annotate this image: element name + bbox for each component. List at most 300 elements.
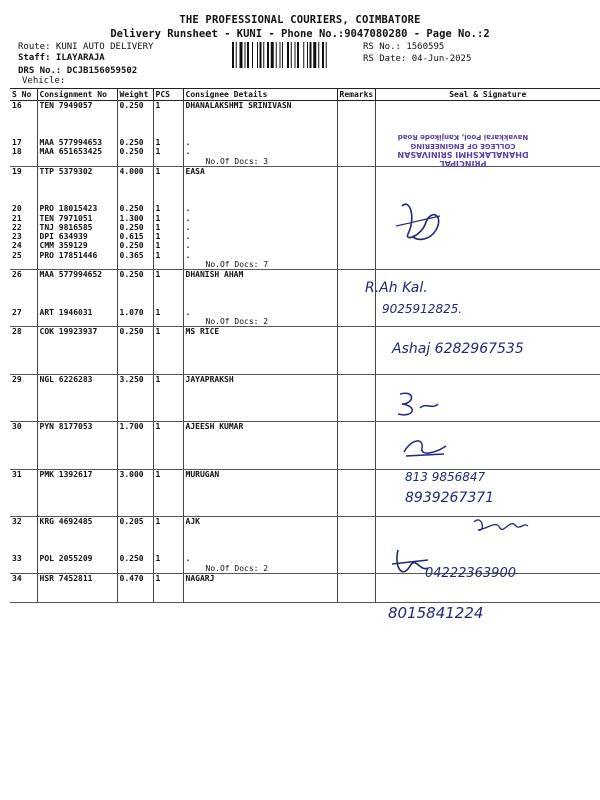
consignee-cell [183, 195, 337, 204]
sno-cell-text [12, 280, 35, 289]
col-sno: S No [10, 89, 37, 101]
consignee-cell-text [186, 364, 335, 373]
consignee-cell-text [186, 459, 335, 468]
remarks-cell [337, 450, 375, 459]
signature-cell [375, 186, 600, 195]
sno-cell [10, 355, 37, 364]
table-row [10, 214, 600, 223]
weight-cell [117, 346, 153, 355]
consignee-cell [183, 573, 337, 583]
barcode-bar [260, 42, 262, 68]
sno-cell [10, 554, 37, 573]
remarks-cell [337, 147, 375, 166]
sno-cell [10, 280, 37, 289]
weight-cell-text [120, 441, 151, 450]
remarks-cell [337, 573, 375, 583]
stamp-line: Navakkarai Pool, Kanjikode Road [397, 133, 529, 141]
consignee-cell [183, 120, 337, 129]
consignment-cell [37, 488, 117, 497]
pcs-cell-text: 1 [155, 422, 161, 432]
weight-cell-text: 4.000 [119, 167, 144, 177]
consignee-cell-text: . [185, 222, 191, 232]
consignee-cell-text [186, 346, 335, 355]
consignment-cell [37, 204, 117, 213]
pcs-cell-text [156, 384, 181, 393]
pcs-cell-text: 1 [155, 250, 161, 260]
signature-cell [375, 270, 600, 280]
sno-cell [10, 176, 37, 185]
weight-cell-text [120, 280, 151, 289]
consignment-cell-text [40, 129, 115, 138]
consignment-cell [37, 384, 117, 393]
consignment-cell-text: HSR 7452811 [39, 573, 93, 583]
weight-cell [117, 536, 153, 545]
weight-cell-text [120, 592, 151, 601]
weight-cell [117, 422, 153, 432]
consignee-cell [183, 592, 337, 602]
weight-cell-text: 0.250 [119, 101, 144, 110]
col-consignee: Consignee Details [183, 89, 337, 101]
remarks-cell [337, 336, 375, 345]
consignment-cell [37, 554, 117, 573]
consignment-cell-text [40, 393, 115, 402]
consignee-cell [183, 280, 337, 289]
consignment-cell [37, 393, 117, 402]
signature-cell [375, 176, 600, 185]
signature-cell [375, 167, 600, 177]
signature-30-phone: 813 9856847 [405, 470, 486, 484]
weight-cell [117, 336, 153, 345]
remarks-cell [337, 195, 375, 204]
pcs-cell [153, 459, 183, 469]
weight-cell [117, 223, 153, 232]
consignment-cell-text [40, 545, 115, 554]
sno-cell [10, 507, 37, 517]
docs-count: No.Of Docs: 2 [205, 316, 269, 326]
signature-scribble-29 [392, 388, 452, 420]
consignment-cell [37, 431, 117, 440]
document-title: THE PROFESSIONAL COURIERS, COIMBATORE [179, 14, 421, 26]
pcs-cell-text [156, 403, 181, 412]
consignment-cell [37, 101, 117, 111]
sno-cell-text [12, 364, 35, 373]
consignment-cell-text: MAA 577994652 [39, 270, 103, 280]
consignee-cell [183, 497, 337, 506]
pcs-cell [153, 308, 183, 327]
weight-cell-text: 1.700 [119, 422, 144, 432]
pcs-cell [153, 536, 183, 545]
pcs-cell-text: 1 [155, 517, 161, 527]
consignment-cell-text: MAA 577994653 [39, 138, 103, 148]
sno-cell [10, 214, 37, 223]
sno-cell-text [12, 536, 35, 545]
sno-cell [10, 147, 37, 166]
consignment-cell [37, 592, 117, 602]
barcode-bar [295, 42, 296, 68]
pcs-cell [153, 241, 183, 250]
consignee-cell-text [186, 526, 335, 535]
pcs-cell [153, 507, 183, 517]
consignee-cell-text: JAYAPRAKSH [185, 374, 234, 384]
pcs-cell [153, 545, 183, 554]
weight-cell-text [120, 431, 151, 440]
consignee-cell [183, 223, 337, 232]
pcs-cell [153, 346, 183, 355]
pcs-cell-text [156, 186, 181, 195]
sno-cell [10, 431, 37, 440]
pcs-cell [153, 441, 183, 450]
weight-cell-text: 0.250 [119, 222, 144, 232]
table-row [10, 412, 600, 422]
docs-count: No.Of Docs: 7 [205, 260, 269, 270]
consignment-cell-text [40, 583, 115, 592]
consignee-cell [183, 384, 337, 393]
barcode-bar [276, 42, 277, 68]
consignee-cell [183, 479, 337, 488]
pcs-cell [153, 129, 183, 138]
weight-cell [117, 583, 153, 592]
weight-cell-text [120, 412, 151, 421]
remarks-cell [337, 583, 375, 592]
weight-cell-text [120, 393, 151, 402]
sno-cell-text [12, 441, 35, 450]
sno-cell [10, 403, 37, 412]
pcs-cell-text [156, 450, 181, 459]
sno-cell-text: 27 [12, 307, 22, 317]
remarks-cell [337, 308, 375, 327]
pcs-cell-text: 1 [155, 138, 161, 148]
consignee-cell-text [186, 507, 335, 516]
remarks-cell [337, 479, 375, 488]
pcs-cell-text [156, 592, 181, 601]
vehicle-text: Vehicle: [22, 76, 66, 86]
barcode-bar [232, 42, 234, 68]
consignment-cell-text: COK 19923937 [39, 327, 98, 337]
remarks-cell [337, 545, 375, 554]
pcs-cell-text [156, 110, 181, 119]
sno-cell [10, 167, 37, 177]
weight-cell [117, 497, 153, 506]
consignee-cell-text [186, 120, 335, 129]
weight-cell-text [120, 110, 151, 119]
consignee-cell [183, 204, 337, 213]
barcode-bar [326, 42, 327, 68]
consignment-cell [37, 186, 117, 195]
consignment-cell-text: TEN 7971051 [39, 213, 93, 223]
sno-cell [10, 517, 37, 527]
weight-cell-text [120, 336, 151, 345]
consignee-cell-text: . [185, 554, 191, 564]
weight-cell [117, 431, 153, 440]
weight-cell-text [120, 129, 151, 138]
consignee-cell [183, 536, 337, 545]
consignee-cell [183, 186, 337, 195]
sno-cell [10, 138, 37, 147]
consignee-cell-text [186, 583, 335, 592]
pcs-cell-text [156, 355, 181, 364]
consignee-cell [183, 526, 337, 535]
consignee-cell [183, 403, 337, 412]
pcs-cell-text [156, 346, 181, 355]
weight-cell [117, 526, 153, 535]
consignee-cell-text: . [185, 213, 191, 223]
consignee-cell-text: DHANISH AHAM [185, 270, 244, 280]
consignee-cell-text [186, 450, 335, 459]
barcode-bar [322, 42, 324, 68]
weight-cell [117, 469, 153, 479]
sno-cell-text: 24 [12, 241, 22, 251]
col-remarks: Remarks [337, 89, 375, 101]
consignment-cell-text [40, 289, 115, 298]
barcode-bar [240, 42, 243, 68]
weight-cell-text [120, 120, 151, 129]
table-row [10, 592, 600, 602]
sno-cell-text: 25 [12, 250, 22, 260]
consignment-cell [37, 459, 117, 469]
consignee-cell [183, 412, 337, 422]
weight-cell-text [120, 545, 151, 554]
col-consignment: Consignment No [37, 89, 117, 101]
consignee-cell [183, 327, 337, 337]
sno-cell-text [12, 110, 35, 119]
consignment-cell-text [40, 346, 115, 355]
consignee-cell [183, 554, 337, 573]
barcode-bar [318, 42, 319, 68]
sno-cell [10, 251, 37, 270]
weight-cell-text: 0.250 [119, 554, 144, 564]
weight-cell [117, 308, 153, 327]
stamp-line: DHANALAKSHMI SRINIVASAN [397, 150, 529, 159]
sno-cell-text [12, 488, 35, 497]
consignee-cell [183, 176, 337, 185]
stamp-line: COLLEGE OF ENGINEERING [410, 142, 516, 150]
table-row [10, 223, 600, 232]
consignment-cell [37, 346, 117, 355]
sno-cell-text: 18 [12, 147, 22, 157]
barcode-bar [280, 42, 281, 68]
consignee-cell-text [186, 129, 335, 138]
pcs-cell-text: 1 [155, 307, 161, 317]
consignment-cell-text [40, 403, 115, 412]
consignment-cell-text [40, 592, 115, 601]
pcs-cell-text: 1 [155, 147, 161, 157]
weight-cell [117, 592, 153, 602]
consignee-cell-text [186, 384, 335, 393]
consignee-cell-text [186, 592, 335, 601]
weight-cell-text: 0.205 [119, 517, 144, 527]
barcode-bar [307, 42, 308, 68]
sno-cell-text [12, 450, 35, 459]
table-row [10, 280, 600, 289]
pcs-cell [153, 336, 183, 345]
table-row [10, 232, 600, 241]
weight-cell-text [120, 195, 151, 204]
pcs-cell-text [156, 545, 181, 554]
pcs-cell-text [156, 583, 181, 592]
staff-text: Staff: ILAYARAJA [18, 53, 105, 63]
pcs-cell-text [156, 507, 181, 516]
pcs-cell [153, 270, 183, 280]
sno-cell-text [12, 583, 35, 592]
remarks-cell [337, 214, 375, 223]
sno-cell-text: 17 [12, 138, 22, 148]
table-row [10, 241, 600, 250]
weight-cell [117, 355, 153, 364]
sno-cell [10, 308, 37, 327]
consignee-cell-text: . [185, 307, 191, 317]
pcs-cell [153, 110, 183, 119]
pcs-cell [153, 176, 183, 185]
rs-date: RS Date: 04-Jun-2025 [363, 54, 472, 64]
consignment-cell-text [40, 336, 115, 345]
sno-cell-text [12, 384, 35, 393]
weight-cell-text: 0.470 [119, 573, 144, 583]
consignee-cell [183, 517, 337, 527]
pcs-cell [153, 422, 183, 432]
sno-cell [10, 120, 37, 129]
weight-cell [117, 327, 153, 337]
weight-cell-text [120, 364, 151, 373]
weight-cell-text [120, 459, 151, 468]
pcs-cell [153, 450, 183, 459]
barcode-bar [267, 42, 269, 68]
sno-cell [10, 232, 37, 241]
weight-cell-text [120, 526, 151, 535]
consignment-cell-text: TEN 7949057 [39, 101, 93, 110]
table-row [10, 583, 600, 592]
weight-cell [117, 204, 153, 213]
consignment-cell-text [40, 120, 115, 129]
sno-cell [10, 459, 37, 469]
remarks-cell [337, 488, 375, 497]
consignment-cell [37, 241, 117, 250]
pcs-cell [153, 167, 183, 177]
pcs-cell-text: 1 [155, 232, 161, 242]
remarks-cell [337, 232, 375, 241]
consignment-cell [37, 517, 117, 527]
consignee-cell-text: EASA [185, 167, 205, 177]
weight-cell [117, 167, 153, 177]
weight-cell-text: 3.250 [119, 374, 144, 384]
consignment-cell [37, 176, 117, 185]
weight-cell-text [120, 346, 151, 355]
consignment-cell [37, 327, 117, 337]
pcs-cell [153, 289, 183, 298]
remarks-cell [337, 374, 375, 384]
weight-cell [117, 289, 153, 298]
consignment-cell [37, 355, 117, 364]
consignment-cell-text: MAA 651653425 [39, 147, 103, 157]
consignee-cell [183, 422, 337, 432]
table-row [10, 364, 600, 374]
weight-cell [117, 195, 153, 204]
barcode-bar [257, 42, 258, 68]
weight-cell [117, 441, 153, 450]
rs-number: RS No.: 1560595 [363, 42, 445, 52]
pcs-cell-text [156, 195, 181, 204]
remarks-cell [337, 270, 375, 280]
table-row [10, 441, 600, 450]
pcs-cell [153, 393, 183, 402]
signature-scribble-30 [400, 434, 450, 460]
table-row [10, 384, 600, 393]
consignment-cell [37, 469, 117, 479]
sno-cell-text [12, 289, 35, 298]
consignee-cell [183, 289, 337, 298]
consignee-cell-text [186, 186, 335, 195]
sno-cell [10, 592, 37, 602]
consignment-cell [37, 308, 117, 327]
sno-cell-text [12, 393, 35, 402]
consignment-cell-text: PMK 1392617 [39, 469, 93, 479]
barcode-bar [313, 42, 316, 68]
sno-cell-text: 19 [12, 167, 22, 177]
weight-cell-text [120, 479, 151, 488]
weight-cell [117, 573, 153, 583]
pcs-cell [153, 374, 183, 384]
remarks-cell [337, 204, 375, 213]
sno-cell [10, 536, 37, 545]
pcs-cell-text [156, 497, 181, 506]
remarks-cell [337, 517, 375, 527]
weight-cell [117, 488, 153, 497]
consignee-cell [183, 251, 337, 270]
consignment-cell [37, 374, 117, 384]
sno-cell-text: 31 [12, 469, 22, 479]
pcs-cell-text [156, 364, 181, 373]
consignment-cell-text [40, 412, 115, 421]
consignment-cell-text [40, 459, 115, 468]
consignee-cell [183, 469, 337, 479]
consignee-cell [183, 214, 337, 223]
consignee-cell [183, 488, 337, 497]
signature-scribble-31 [470, 512, 530, 538]
consignee-cell-text [186, 298, 335, 307]
table-row [10, 431, 600, 440]
consignment-cell [37, 195, 117, 204]
consignment-cell [37, 223, 117, 232]
consignee-cell [183, 346, 337, 355]
consignee-cell [183, 336, 337, 345]
remarks-cell [337, 364, 375, 374]
weight-cell [117, 393, 153, 402]
weight-cell [117, 101, 153, 111]
consignee-cell-text: . [185, 250, 191, 260]
pcs-cell [153, 223, 183, 232]
remarks-cell [337, 431, 375, 440]
consignee-cell-text: AJK [185, 517, 200, 527]
table-row [10, 545, 600, 554]
sno-cell [10, 241, 37, 250]
consignment-cell-text [40, 186, 115, 195]
consignment-cell [37, 251, 117, 270]
weight-cell [117, 450, 153, 459]
consignment-cell-text [40, 355, 115, 364]
consignment-cell [37, 167, 117, 177]
sno-cell-text: 22 [12, 222, 22, 232]
sno-cell-text: 34 [12, 573, 22, 583]
consignment-cell-text: KRG 4692485 [39, 517, 93, 527]
consignment-cell-text [40, 450, 115, 459]
consignment-cell [37, 422, 117, 432]
consignee-cell-text: . [185, 204, 191, 214]
consignment-cell [37, 497, 117, 506]
consignment-cell-text: POL 2055209 [39, 554, 93, 564]
sno-cell-text [12, 412, 35, 421]
barcode-bar [245, 42, 246, 68]
weight-cell [117, 129, 153, 138]
pcs-cell [153, 517, 183, 527]
